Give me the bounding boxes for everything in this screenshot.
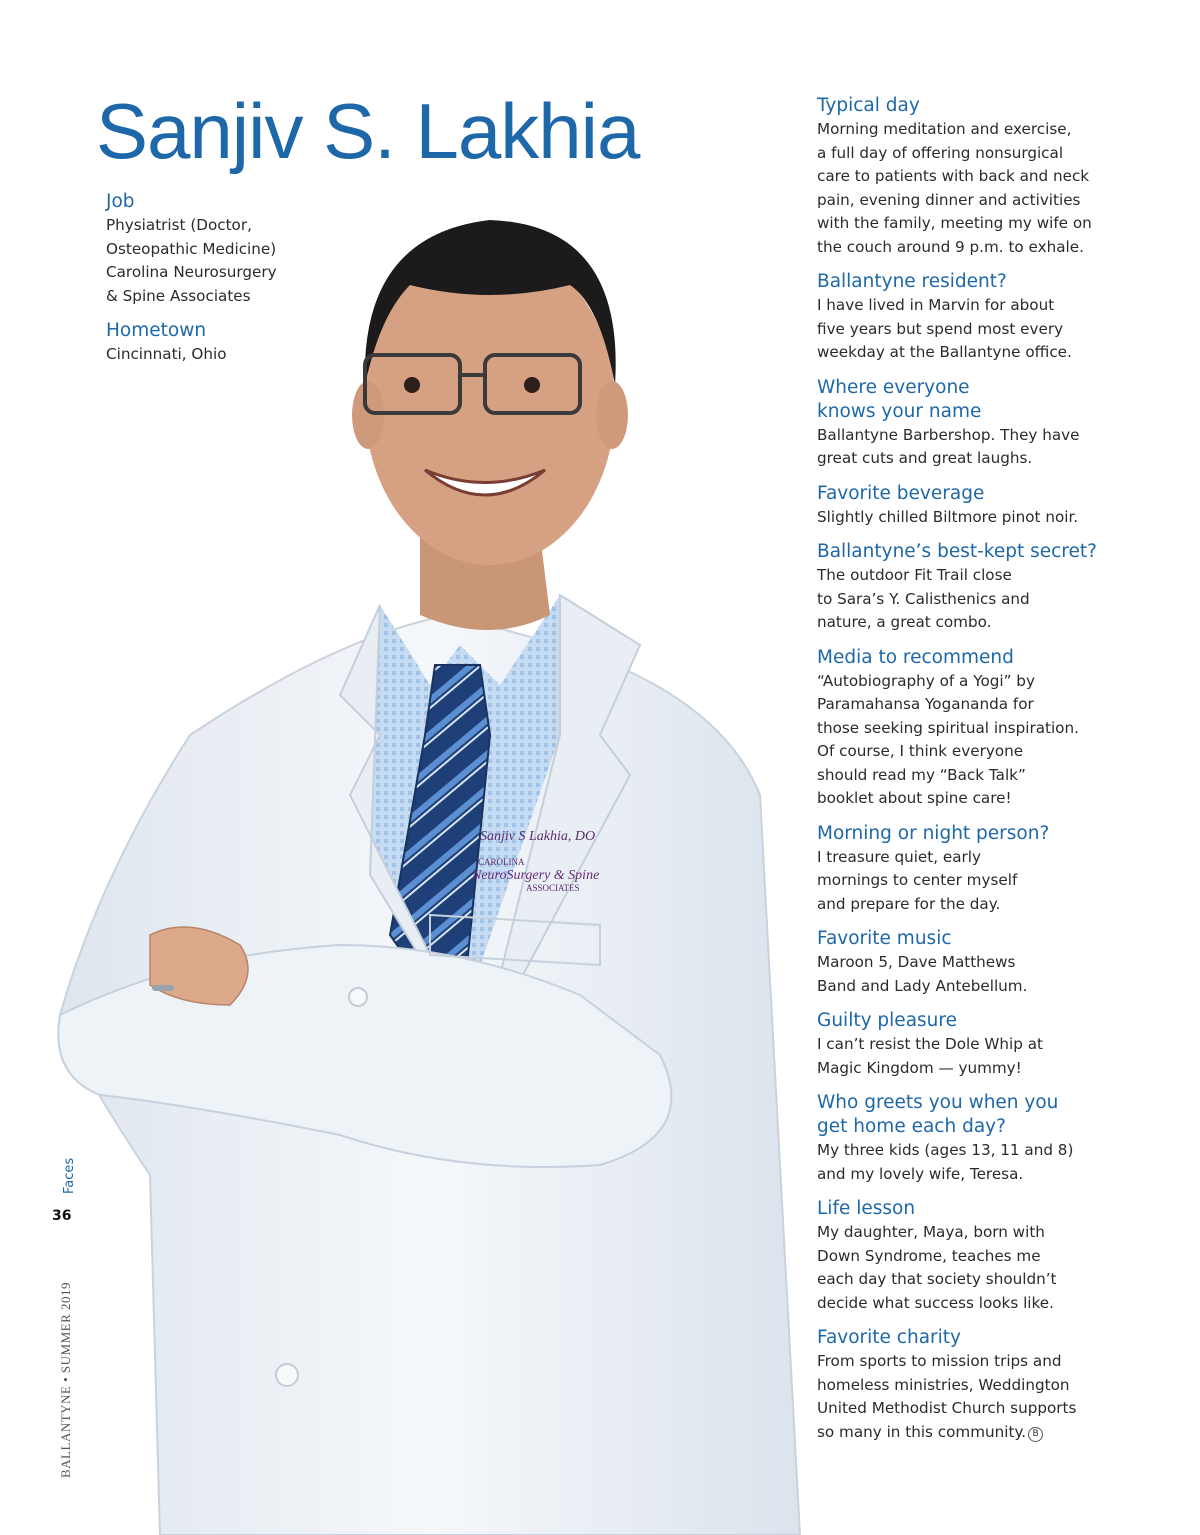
greets-answer: My three kids (ages 13, 11 and 8) and my lovely wife, Teresa.	[817, 1141, 1074, 1183]
guilty-pleasure-heading: Guilty pleasure	[817, 1010, 957, 1031]
media-heading: Media to recommend	[817, 646, 1014, 668]
resident-answer: I have lived in Marvin for about five years but spend most every weekday at the Ballantyne office.	[817, 296, 1072, 361]
resident-heading: Ballantyne resident?	[817, 271, 1007, 292]
portrait-photo	[40, 175, 820, 1535]
section-label: Faces	[62, 1157, 77, 1194]
coat-embroidery-line4: ASSOCIATES	[526, 883, 580, 893]
hometown-heading: Hometown	[106, 320, 207, 341]
end-mark-icon: B	[1028, 1427, 1043, 1442]
coat-embroidery-line2: CAROLINA	[478, 857, 525, 867]
life-lesson-answer: My daughter, Maya, born with Down Syndrome, teaches me each day that society shouldn’t decide what success looks like.	[817, 1223, 1057, 1312]
left-column	[106, 190, 336, 378]
typical-day-answer: Morning meditation and exercise, a full day of offering nonsurgical care to patients with back and neck pain, evening dinner and activities with the family, meeting my wife on the couch around 9 p.m. to exhale.	[817, 120, 1092, 256]
publication-label: BALLANTYNE • SUMMER 2019	[58, 1281, 73, 1478]
morning-night-answer: I treasure quiet, early mornings to center myself and prepare for the day.	[817, 847, 1018, 913]
secret-answer: The outdoor Fit Trail close to Sara’s Y. Calisthenics and nature, a great combo.	[817, 566, 1030, 631]
greets-heading: Who greets you when you get home each day?	[817, 1092, 1059, 1137]
charity-answer-block	[817, 1350, 1127, 1444]
typical-day-heading: Typical day	[817, 95, 920, 116]
everyone-knows-answer: Ballantyne Barbershop. They have great cuts and great laughs.	[817, 425, 1080, 467]
guilty-pleasure-answer: I can’t resist the Dole Whip at Magic Kingdom — yummy!	[817, 1035, 1044, 1077]
charity-answer: From sports to mission trips and homeless ministries, Weddington United Methodist Church supports so many in this community.	[817, 1352, 1077, 1441]
coat-embroidery-line3: NeuroSurgery & Spine	[472, 868, 600, 883]
job-answer: Physiatrist (Doctor, Osteopathic Medicine) Carolina Neurosurgery & Spine Associates	[106, 216, 277, 305]
qa-column	[817, 94, 1127, 1444]
morning-night-heading: Morning or night person?	[817, 822, 1050, 844]
music-heading: Favorite music	[817, 928, 952, 949]
media-answer: “Autobiography of a Yogi” by Paramahansa Yogananda for those seeking spiritual inspiration. Of course, I think everyone should read my “Back Talk” booklet about spine care!	[817, 671, 1079, 807]
coat-name-embroidery: Sanjiv S Lakhia, DO	[480, 829, 596, 844]
secret-heading: Ballantyne’s best-kept secret?	[817, 541, 1097, 562]
beverage-heading: Favorite beverage	[817, 482, 985, 504]
hometown-answer: Cincinnati, Ohio	[106, 345, 227, 363]
music-answer: Maroon 5, Dave Matthews Band and Lady Antebellum.	[817, 953, 1028, 995]
beverage-answer: Slightly chilled Biltmore pinot noir.	[817, 507, 1079, 526]
page-title: Sanjiv S. Lakhia	[96, 87, 640, 175]
job-heading: Job	[106, 191, 135, 212]
page-number: 36	[52, 1208, 72, 1224]
charity-heading: Favorite charity	[817, 1327, 961, 1348]
everyone-knows-heading: Where everyone knows your name	[817, 376, 982, 422]
life-lesson-heading: Life lesson	[817, 1198, 916, 1219]
